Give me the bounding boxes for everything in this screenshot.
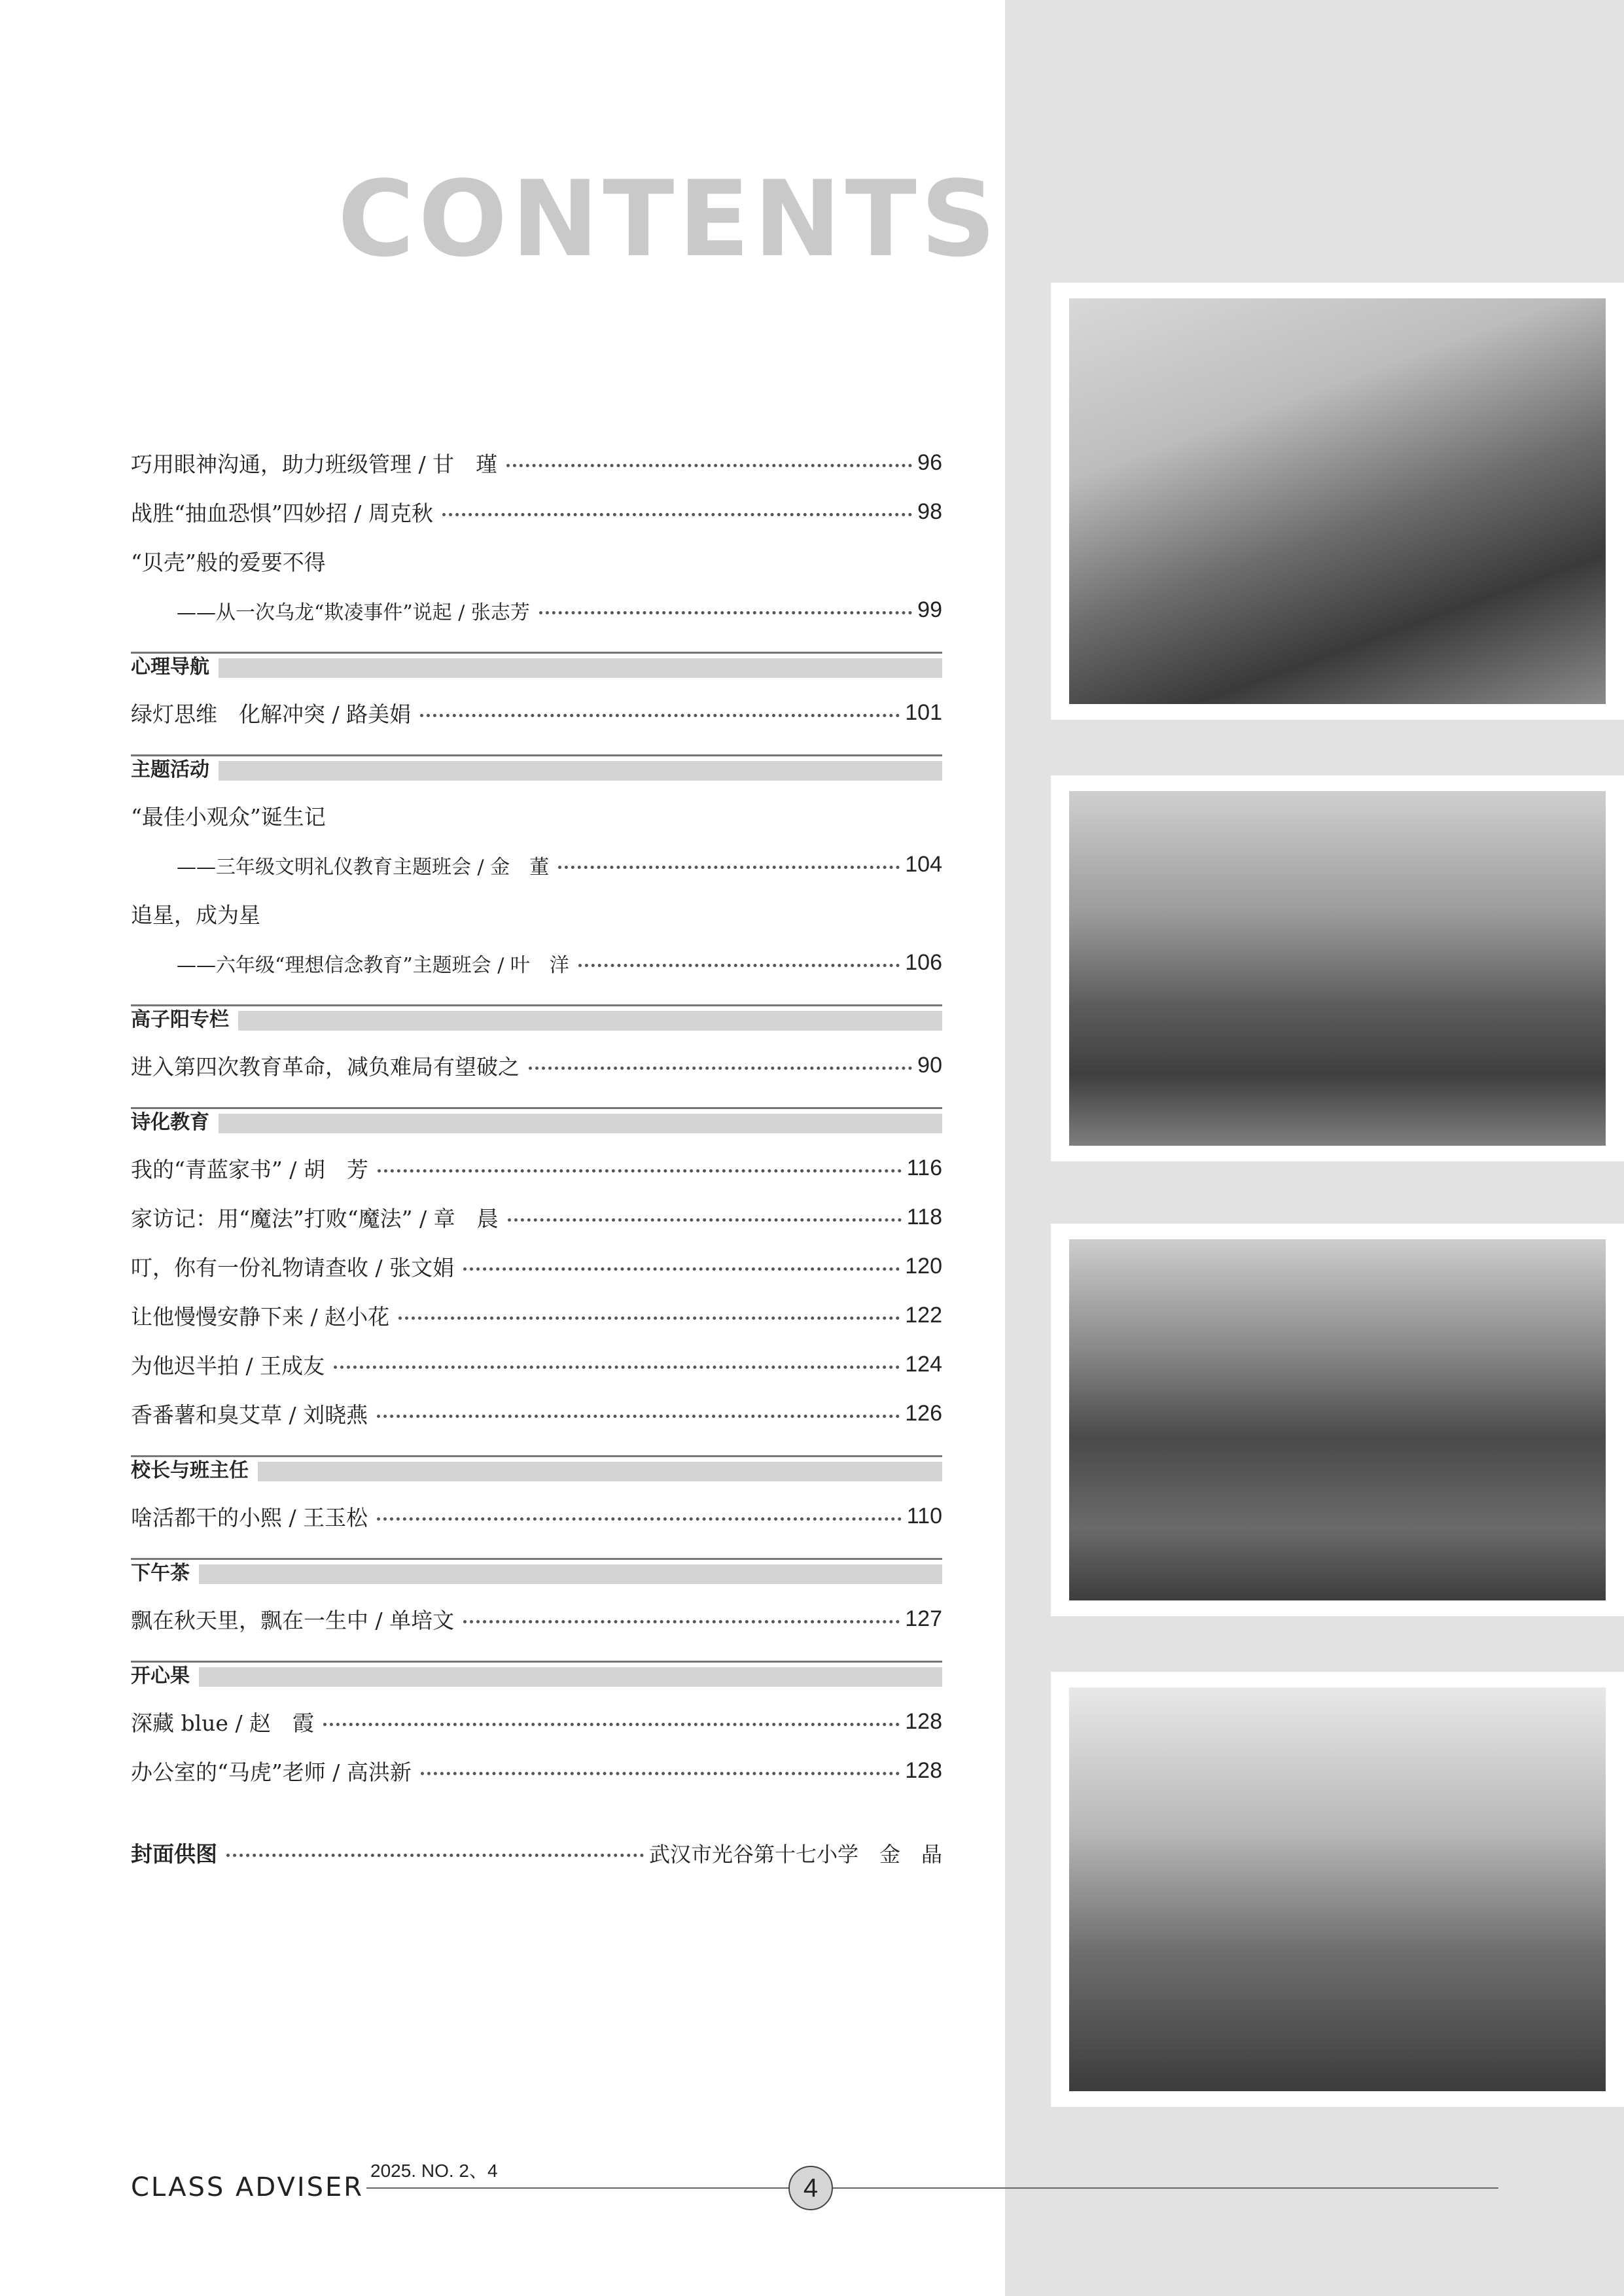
section-header: 开心果 [131,1661,942,1688]
toc-entry-subtitle[interactable]: ——从一次乌龙“欺凌事件”说起 / 张志芳 99 [177,597,942,624]
toc-entry-title[interactable]: 追星，成为星 [131,902,260,928]
toc-entry[interactable]: 办公室的“马虎”老师 / 高洪新 128 [131,1758,942,1785]
table-of-contents [131,438,942,1877]
toc-entry[interactable]: 战胜“抽血恐惧”四妙招 / 周克秋 98 [131,499,942,526]
magazine-name: CLASS ADVISER [131,2172,366,2202]
cover-credit-value: 武汉市光谷第十七小学 金 晶 [648,1841,942,1867]
toc-entry[interactable]: 深藏 blue / 赵 霞 128 [131,1709,942,1736]
toc-entry-subtitle[interactable]: ——三年级文明礼仪教育主题班会 / 金 董 104 [177,852,942,879]
section-header: 校长与班主任 [131,1455,942,1483]
section-header: 心理导航 [131,652,942,679]
toc-entry[interactable]: 飘在秋天里，飘在一生中 / 单培文 127 [131,1606,942,1633]
toc-entry[interactable]: 巧用眼神沟通，助力班级管理 / 甘 瑾 96 [131,450,942,477]
toc-entry[interactable]: 让他慢慢安静下来 / 赵小花 122 [131,1303,942,1330]
toc-entry[interactable]: 进入第四次教育革命，减负难局有望破之 90 [131,1053,942,1080]
page-number: 4 [788,2166,833,2210]
toc-entry[interactable]: 叮，你有一份礼物请查收 / 张文娟 120 [131,1254,942,1280]
photo-children-painting-flowers [1051,283,1624,720]
photo-classroom-activity [1051,1672,1624,2107]
page-title: CONTENTS [338,158,1000,280]
toc-entry[interactable]: 为他迟半拍 / 王成友 124 [131,1352,942,1379]
toc-entry-subtitle[interactable]: ——六年级“理想信念教育”主题班会 / 叶 洋 106 [177,950,942,977]
section-header: 诗化教育 [131,1107,942,1135]
toc-entry-title[interactable]: “贝壳”般的爱要不得 [131,550,326,575]
issue-number: 2025. NO. 2、4 [370,2161,498,2181]
toc-entry[interactable]: 家访记：用“魔法”打败“魔法” / 章 晨 118 [131,1205,942,1231]
toc-entry-title[interactable]: “最佳小观众”诞生记 [131,804,326,830]
photo-children-with-bicycles [1051,775,1624,1161]
toc-entry[interactable]: 绿灯思维 化解冲突 / 路美娟 101 [131,700,942,727]
cover-credit-label: 封面供图 [131,1841,217,1867]
section-header: 高子阳专栏 [131,1004,942,1032]
section-header: 下午茶 [131,1558,942,1585]
toc-entry[interactable]: 啥活都干的小熙 / 王玉松 110 [131,1504,942,1530]
section-header: 主题活动 [131,754,942,782]
footer-rule [353,2187,1498,2189]
toc-entry[interactable]: 我的“青蓝家书” / 胡 芳 116 [131,1156,942,1182]
photo-girls-holding-calligraphy [1051,1224,1624,1616]
toc-entry[interactable]: 香番薯和臭艾草 / 刘晓燕 126 [131,1401,942,1428]
cover-credit [131,1828,942,1877]
